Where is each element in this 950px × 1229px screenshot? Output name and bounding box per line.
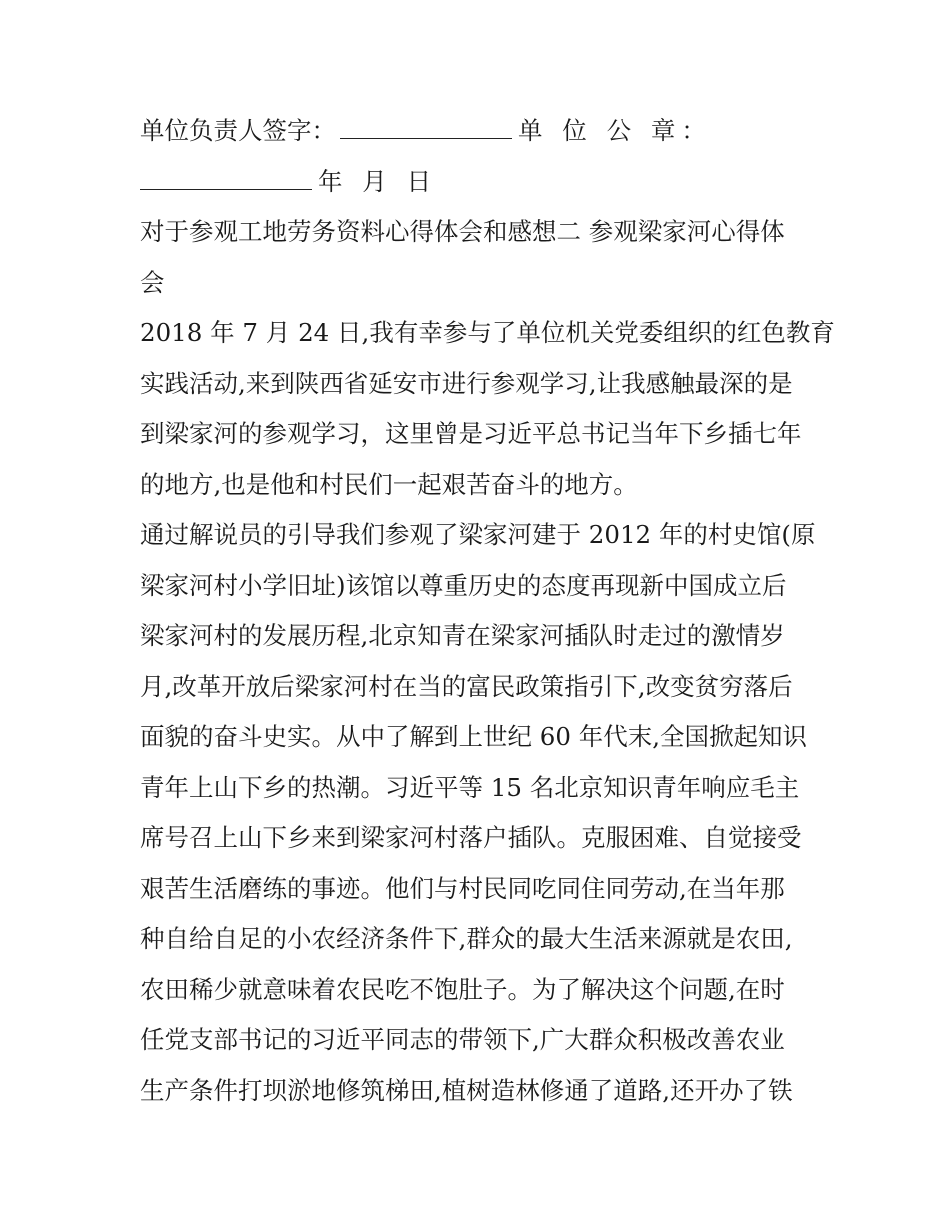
seal-label: 单 位 公 章： xyxy=(518,116,712,145)
leader-signature-blank[interactable] xyxy=(340,116,512,139)
title-line: 会 xyxy=(140,267,165,297)
document-title xyxy=(140,207,830,308)
text-line: 实践活动,来到陕西省延安市进行参观学习,让我感触最深的是 xyxy=(140,368,793,398)
text-line: 2018 年 7 月 24 日,我有幸参与了单位机关党委组织的红色教育 xyxy=(140,318,835,347)
paragraph-2 xyxy=(140,510,830,1116)
text-line: 到梁家河的参观学习，这里曾是习近平总书记当年下乡插七年 xyxy=(140,419,802,448)
text-line: 梁家河村小学旧址)该馆以尊重历史的态度再现新中国成立后 xyxy=(140,570,787,600)
text-line: 面貌的奋斗史实。从中了解到上世纪 60 年代末,全国掀起知识 xyxy=(140,722,808,751)
text-line: 青年上山下乡的热潮。习近平等 15 名北京知识青年响应毛主 xyxy=(140,772,800,802)
text-line: 生产条件打坝淤地修筑梯田,植树造林修通了道路,还开办了铁 xyxy=(140,1075,793,1105)
title-line: 对于参观工地劳务资料心得体会和感想二 参观梁家河心得体 xyxy=(140,217,785,246)
text-line: 艰苦生活磨练的事迹。他们与村民同吃同住同劳动,在当年那 xyxy=(140,873,785,903)
paragraph-1 xyxy=(140,308,835,510)
leader-signature-label: 单位负责人签字： xyxy=(140,116,336,145)
seal-blank[interactable] xyxy=(140,167,312,190)
text-line: 农田稀少就意味着农民吃不饱肚子。为了解决这个问题,在时 xyxy=(140,974,785,1004)
date-line xyxy=(140,157,830,208)
text-line: 月,改革开放后梁家河村在当的富民政策指引下,改变贫穷落后 xyxy=(140,671,793,701)
date-label: 年 月 日 xyxy=(318,166,438,196)
document-page xyxy=(140,106,835,1116)
text-line: 任党支部书记的习近平同志的带领下,广大群众积极改善农业 xyxy=(140,1025,785,1054)
text-line: 通过解说员的引导我们参观了梁家河建于 2012 年的村史馆(原 xyxy=(140,520,816,549)
text-line: 种自给自足的小农经济条件下,群众的最大生活来源就是农田, xyxy=(140,924,793,953)
text-line: 梁家河村的发展历程,北京知青在梁家河插队时走过的激情岁 xyxy=(140,621,785,650)
text-line: 席号召上山下乡来到梁家河村落户插队。克服困难、自觉接受 xyxy=(140,823,802,852)
text-line: 的地方,也是他和村民们一起艰苦奋斗的地方。 xyxy=(140,469,638,499)
signature-line xyxy=(140,106,830,157)
